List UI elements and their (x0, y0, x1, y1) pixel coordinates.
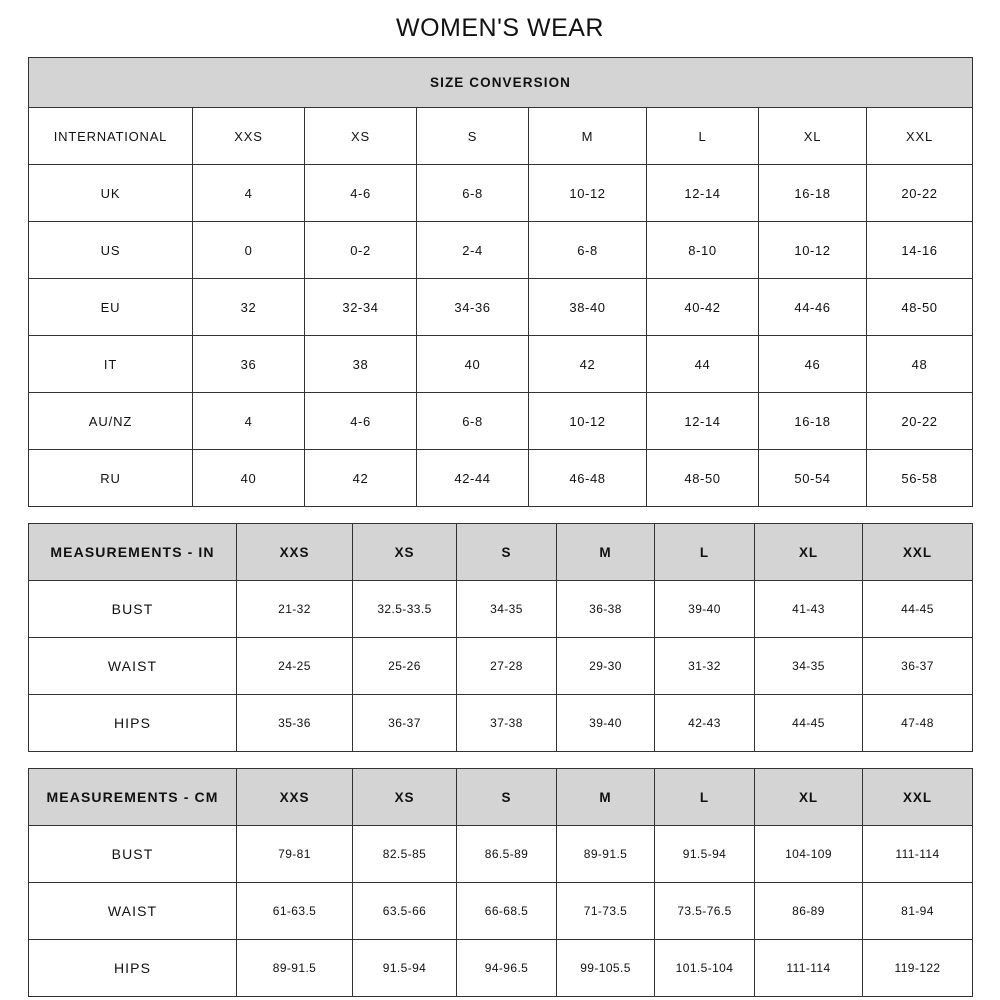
cell: 48 (867, 336, 973, 393)
cell: 63.5-66 (353, 883, 457, 940)
row-label: IT (29, 336, 193, 393)
cell: 86.5-89 (457, 826, 557, 883)
cell: 81-94 (863, 883, 973, 940)
cell: 86-89 (755, 883, 863, 940)
column-header-l: L (647, 108, 759, 165)
column-header-l: L (655, 769, 755, 826)
row-label: EU (29, 279, 193, 336)
cell: 0-2 (305, 222, 417, 279)
column-header-xs: XS (353, 524, 457, 581)
cell: 46-48 (529, 450, 647, 507)
cell: 34-35 (457, 581, 557, 638)
column-header-xl: XL (759, 108, 867, 165)
cell: 36-38 (557, 581, 655, 638)
cell: 32.5-33.5 (353, 581, 457, 638)
cell: 4-6 (305, 165, 417, 222)
cell: 27-28 (457, 638, 557, 695)
column-header-m: M (529, 108, 647, 165)
cell: 111-114 (863, 826, 973, 883)
cell: 34-36 (417, 279, 529, 336)
cell: 20-22 (867, 165, 973, 222)
table-header-row (29, 108, 973, 165)
column-header-xl: XL (755, 524, 863, 581)
cell: 32-34 (305, 279, 417, 336)
cell: 48-50 (867, 279, 973, 336)
cell: 4 (193, 393, 305, 450)
column-header-s: S (457, 769, 557, 826)
cell: 61-63.5 (237, 883, 353, 940)
column-header-l: L (655, 524, 755, 581)
table-row (29, 222, 973, 279)
column-header-s: S (457, 524, 557, 581)
cell: 12-14 (647, 393, 759, 450)
row-label: RU (29, 450, 193, 507)
cell: 6-8 (417, 393, 529, 450)
cell: 42-44 (417, 450, 529, 507)
cell: 79-81 (237, 826, 353, 883)
cell: 91.5-94 (655, 826, 755, 883)
cell: 10-12 (529, 165, 647, 222)
row-label: UK (29, 165, 193, 222)
row-label: BUST (29, 826, 237, 883)
cell: 31-32 (655, 638, 755, 695)
cell: 111-114 (755, 940, 863, 997)
column-header-xxs: XXS (237, 524, 353, 581)
cell: 0 (193, 222, 305, 279)
measurements-inches-table (28, 523, 973, 752)
column-header-xxl: XXL (863, 524, 973, 581)
cell: 6-8 (529, 222, 647, 279)
cell: 71-73.5 (557, 883, 655, 940)
cell: 20-22 (867, 393, 973, 450)
column-header-xxs: XXS (193, 108, 305, 165)
table-row (29, 450, 973, 507)
row-label: BUST (29, 581, 237, 638)
cell: 35-36 (237, 695, 353, 752)
cell: 40 (193, 450, 305, 507)
cell: 36 (193, 336, 305, 393)
cell: 6-8 (417, 165, 529, 222)
table-row (29, 940, 973, 997)
cell: 101.5-104 (655, 940, 755, 997)
row-label: US (29, 222, 193, 279)
column-header-xl: XL (755, 769, 863, 826)
cell: 21-32 (237, 581, 353, 638)
cell: 89-91.5 (237, 940, 353, 997)
table-row (29, 826, 973, 883)
cell: 10-12 (529, 393, 647, 450)
cell: 4 (193, 165, 305, 222)
cell: 46 (759, 336, 867, 393)
column-header-measurements-cm: MEASUREMENTS - CM (29, 769, 237, 826)
row-label: HIPS (29, 940, 237, 997)
column-header-xxs: XXS (237, 769, 353, 826)
cell: 4-6 (305, 393, 417, 450)
cell: 25-26 (353, 638, 457, 695)
column-header-xs: XS (353, 769, 457, 826)
cell: 44-45 (755, 695, 863, 752)
table-row (29, 393, 973, 450)
column-header-xs: XS (305, 108, 417, 165)
cell: 94-96.5 (457, 940, 557, 997)
cell: 38 (305, 336, 417, 393)
cell: 119-122 (863, 940, 973, 997)
cell: 40 (417, 336, 529, 393)
cell: 47-48 (863, 695, 973, 752)
column-header-s: S (417, 108, 529, 165)
column-header-international: INTERNATIONAL (29, 108, 193, 165)
cell: 40-42 (647, 279, 759, 336)
cell: 44-46 (759, 279, 867, 336)
cell: 104-109 (755, 826, 863, 883)
table-row (29, 336, 973, 393)
cell: 37-38 (457, 695, 557, 752)
cell: 39-40 (557, 695, 655, 752)
cell: 41-43 (755, 581, 863, 638)
table-row (29, 638, 973, 695)
cell: 10-12 (759, 222, 867, 279)
row-label: WAIST (29, 883, 237, 940)
cell: 12-14 (647, 165, 759, 222)
table-banner-row (29, 58, 973, 108)
column-header-measurements-in: MEASUREMENTS - IN (29, 524, 237, 581)
table-row (29, 581, 973, 638)
cell: 29-30 (557, 638, 655, 695)
cell: 44 (647, 336, 759, 393)
cell: 34-35 (755, 638, 863, 695)
column-header-m: M (557, 769, 655, 826)
row-label: HIPS (29, 695, 237, 752)
cell: 50-54 (759, 450, 867, 507)
column-header-xxl: XXL (867, 108, 973, 165)
cell: 8-10 (647, 222, 759, 279)
table-row (29, 279, 973, 336)
cell: 82.5-85 (353, 826, 457, 883)
cell: 14-16 (867, 222, 973, 279)
cell: 24-25 (237, 638, 353, 695)
cell: 36-37 (863, 638, 973, 695)
column-header-m: M (557, 524, 655, 581)
cell: 36-37 (353, 695, 457, 752)
cell: 38-40 (529, 279, 647, 336)
cell: 16-18 (759, 165, 867, 222)
row-label: WAIST (29, 638, 237, 695)
table-header-row (29, 769, 973, 826)
row-label: AU/NZ (29, 393, 193, 450)
cell: 73.5-76.5 (655, 883, 755, 940)
cell: 44-45 (863, 581, 973, 638)
size-conversion-banner: SIZE CONVERSION (29, 58, 973, 108)
page-title: WOMEN'S WEAR (396, 14, 604, 42)
cell: 16-18 (759, 393, 867, 450)
cell: 91.5-94 (353, 940, 457, 997)
cell: 56-58 (867, 450, 973, 507)
table-row (29, 695, 973, 752)
table-row (29, 883, 973, 940)
table-row (29, 165, 973, 222)
cell: 39-40 (655, 581, 755, 638)
size-conversion-table (28, 57, 973, 507)
column-header-xxl: XXL (863, 769, 973, 826)
cell: 42-43 (655, 695, 755, 752)
cell: 2-4 (417, 222, 529, 279)
cell: 48-50 (647, 450, 759, 507)
cell: 89-91.5 (557, 826, 655, 883)
cell: 32 (193, 279, 305, 336)
cell: 42 (529, 336, 647, 393)
cell: 66-68.5 (457, 883, 557, 940)
cell: 42 (305, 450, 417, 507)
table-header-row (29, 524, 973, 581)
measurements-centimeters-table (28, 768, 973, 997)
cell: 99-105.5 (557, 940, 655, 997)
